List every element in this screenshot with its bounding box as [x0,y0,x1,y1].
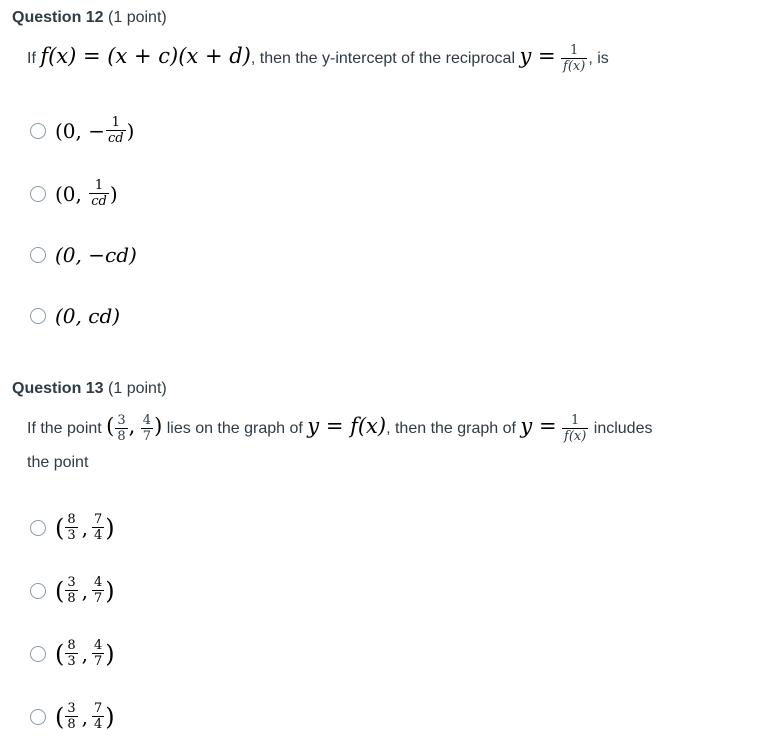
q13-option-3[interactable]: ( $\frac{8}{3}$ , $\frac{4}{7}$ ) [30,639,115,668]
q12-option-3[interactable]: (0, −cd) [30,243,137,267]
question-12-points: (1 point) [108,9,167,26]
q12-option-1[interactable]: (0, − $\frac{1}{cd}$ ) [30,116,134,145]
radio-button[interactable] [30,583,46,599]
question-12-heading [12,9,167,27]
q13-option-1[interactable]: ( $\frac{8}{3}$ , $\frac{7}{4}$ ) [30,513,115,542]
question-13-text: If the point ( $\frac{3}{8}$ , $\frac{4}{7}$ ) lies on the graph of y = f(x), then the graph of y = $\frac{1}{f(x)}$ includes [27,413,653,445]
question-13-points: (1 point) [108,380,167,397]
q13-option-2[interactable]: ( $\frac{3}{8}$ , $\frac{4}{7}$ ) [30,576,115,605]
q12-option-2[interactable]: (0, $\frac{1}{cd}$ ) [30,179,118,208]
function-expression: f(x) = (x + c)(x + d) [40,44,251,68]
question-12-title: Question 12 [12,9,104,26]
q13-option-4[interactable]: ( $\frac{3}{8}$ , $\frac{7}{4}$ ) [30,702,115,731]
question-13-text-line2: the point [27,454,89,471]
radio-button[interactable] [30,186,46,202]
q12-option-4[interactable]: (0, cd) [30,304,120,328]
question-12-text: If f(x) = (x + c)(x + d), then the y-intercept of the reciprocal y = $\frac{1}{f(x)}$ , is [27,43,609,75]
radio-button[interactable] [30,247,46,263]
radio-button[interactable] [30,123,46,139]
radio-button[interactable] [30,520,46,536]
reciprocal-fraction: $\frac{1}{f(x)}$ [563,43,586,75]
question-13-title: Question 13 [12,380,104,397]
radio-button[interactable] [30,646,46,662]
radio-button[interactable] [30,308,46,324]
question-13-heading [12,380,167,398]
radio-button[interactable] [30,709,46,725]
